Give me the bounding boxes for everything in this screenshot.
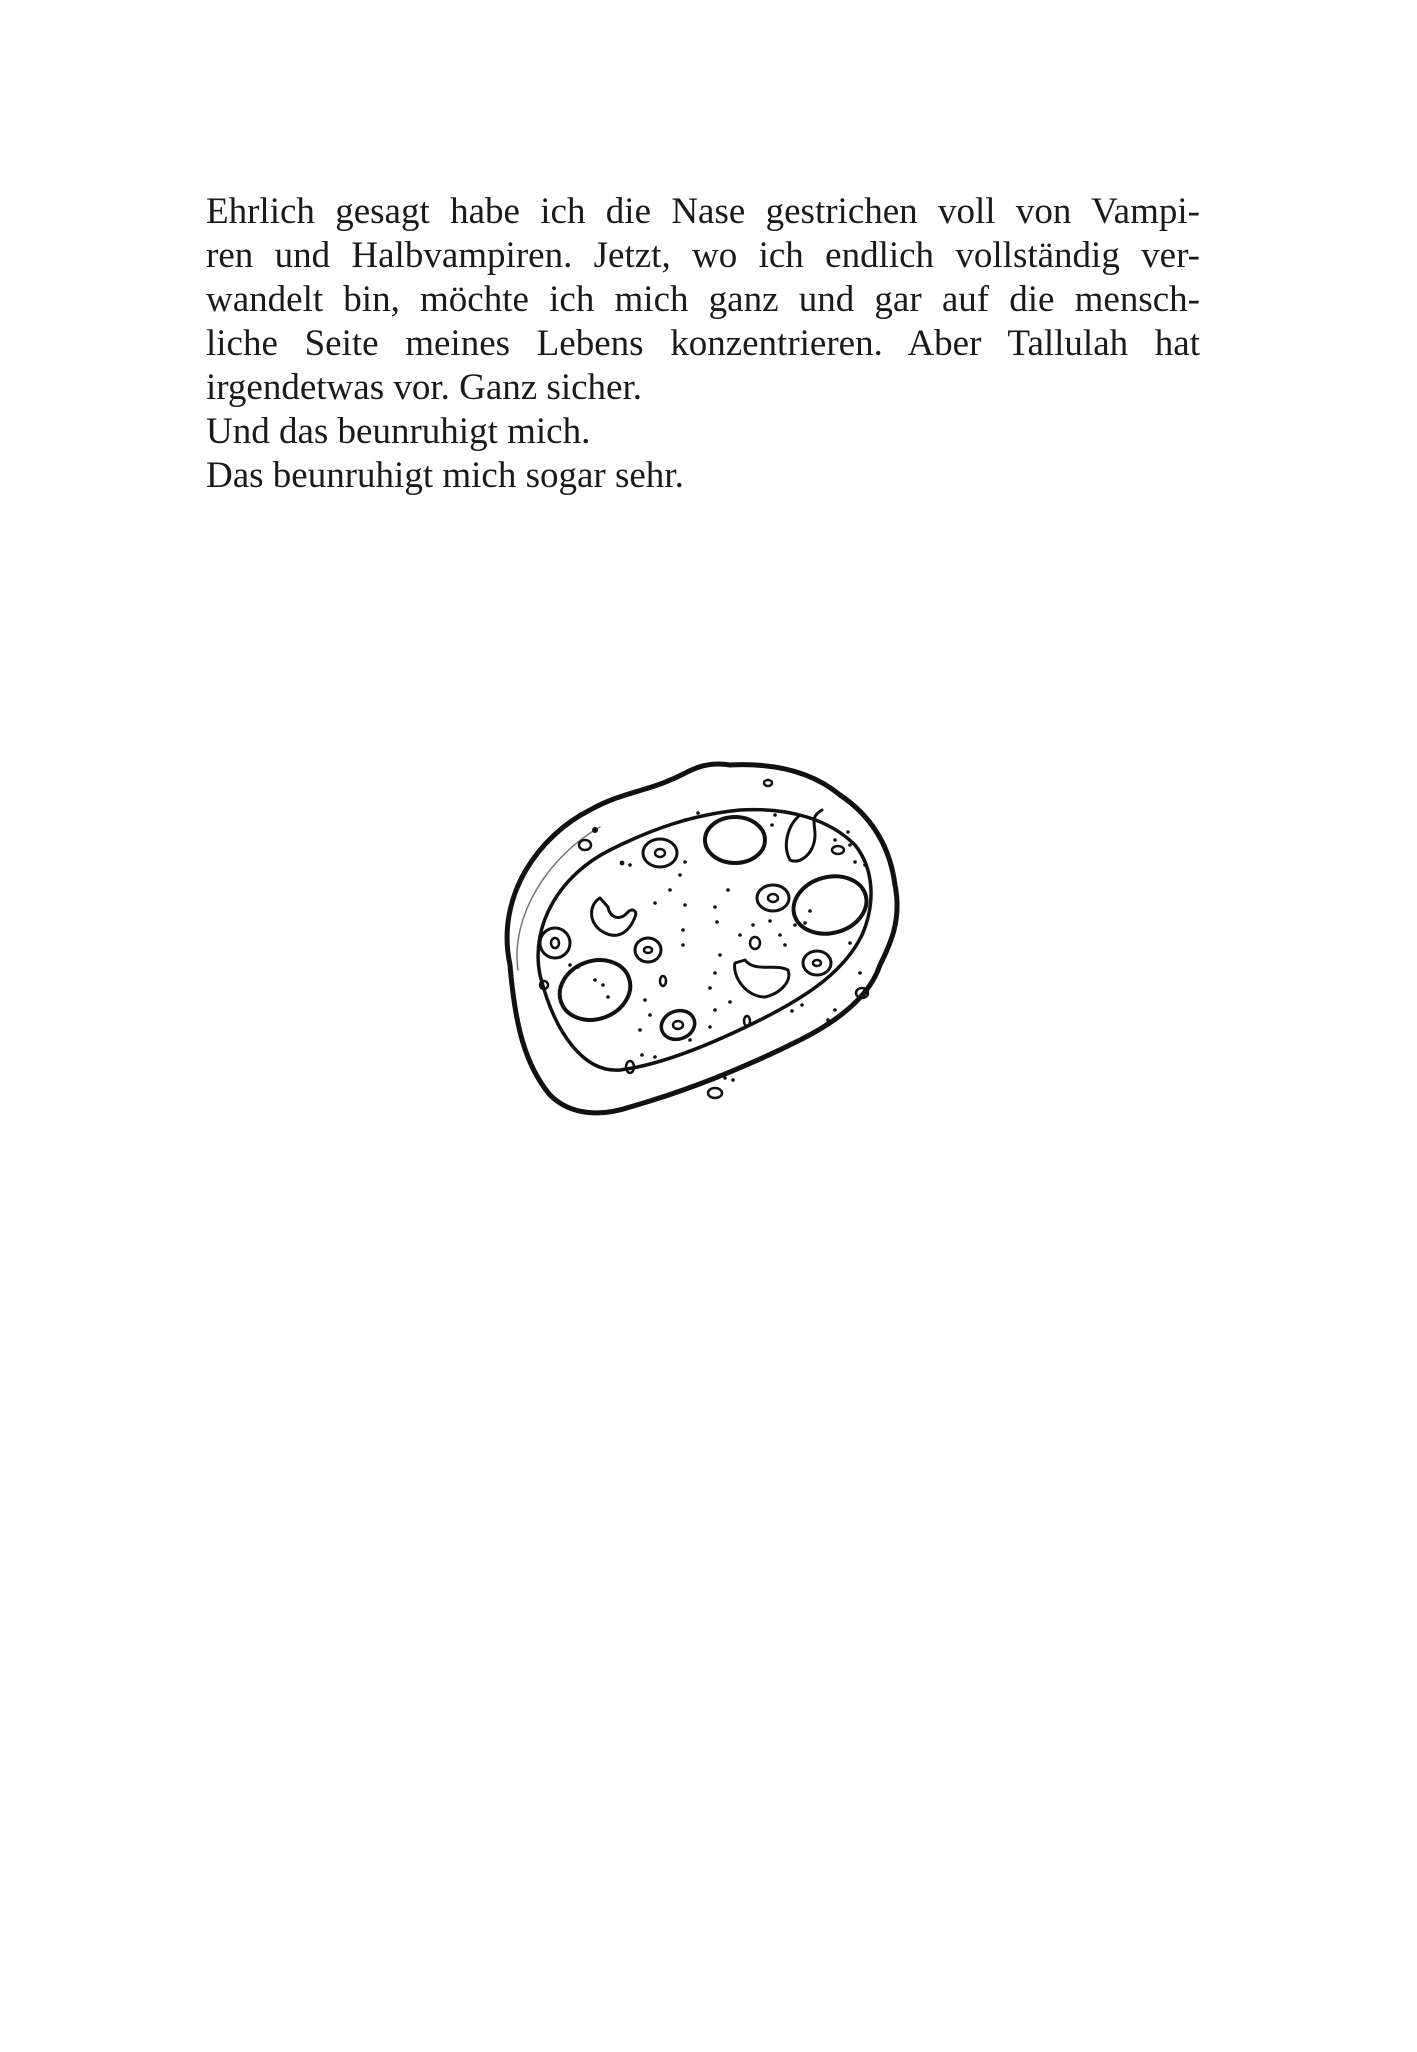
text-line: irgendetwas vor. Ganz sicher.: [206, 367, 642, 408]
paragraph-1: [206, 190, 1200, 410]
text-line: ren und Halbvampiren. Jetzt, wo ich endlich vollständig ver-: [206, 235, 1200, 276]
body-text: [206, 190, 1200, 498]
pizza-drawing-icon: [470, 735, 930, 1135]
text-line: Das beunruhigt mich sogar sehr.: [206, 455, 684, 496]
text-line: Und das beunruhigt mich.: [206, 411, 591, 452]
paragraph-2: [206, 410, 1200, 454]
text-line: wandelt bin, möchte ich mich ganz und gar auf die mensch-: [206, 279, 1200, 320]
paragraph-3: [206, 454, 1200, 498]
text-line: Ehrlich gesagt habe ich die Nase gestrichen voll von Vampi-: [206, 191, 1200, 232]
text-line: liche Seite meines Lebens konzentrieren. Aber Tallulah hat: [206, 323, 1200, 364]
